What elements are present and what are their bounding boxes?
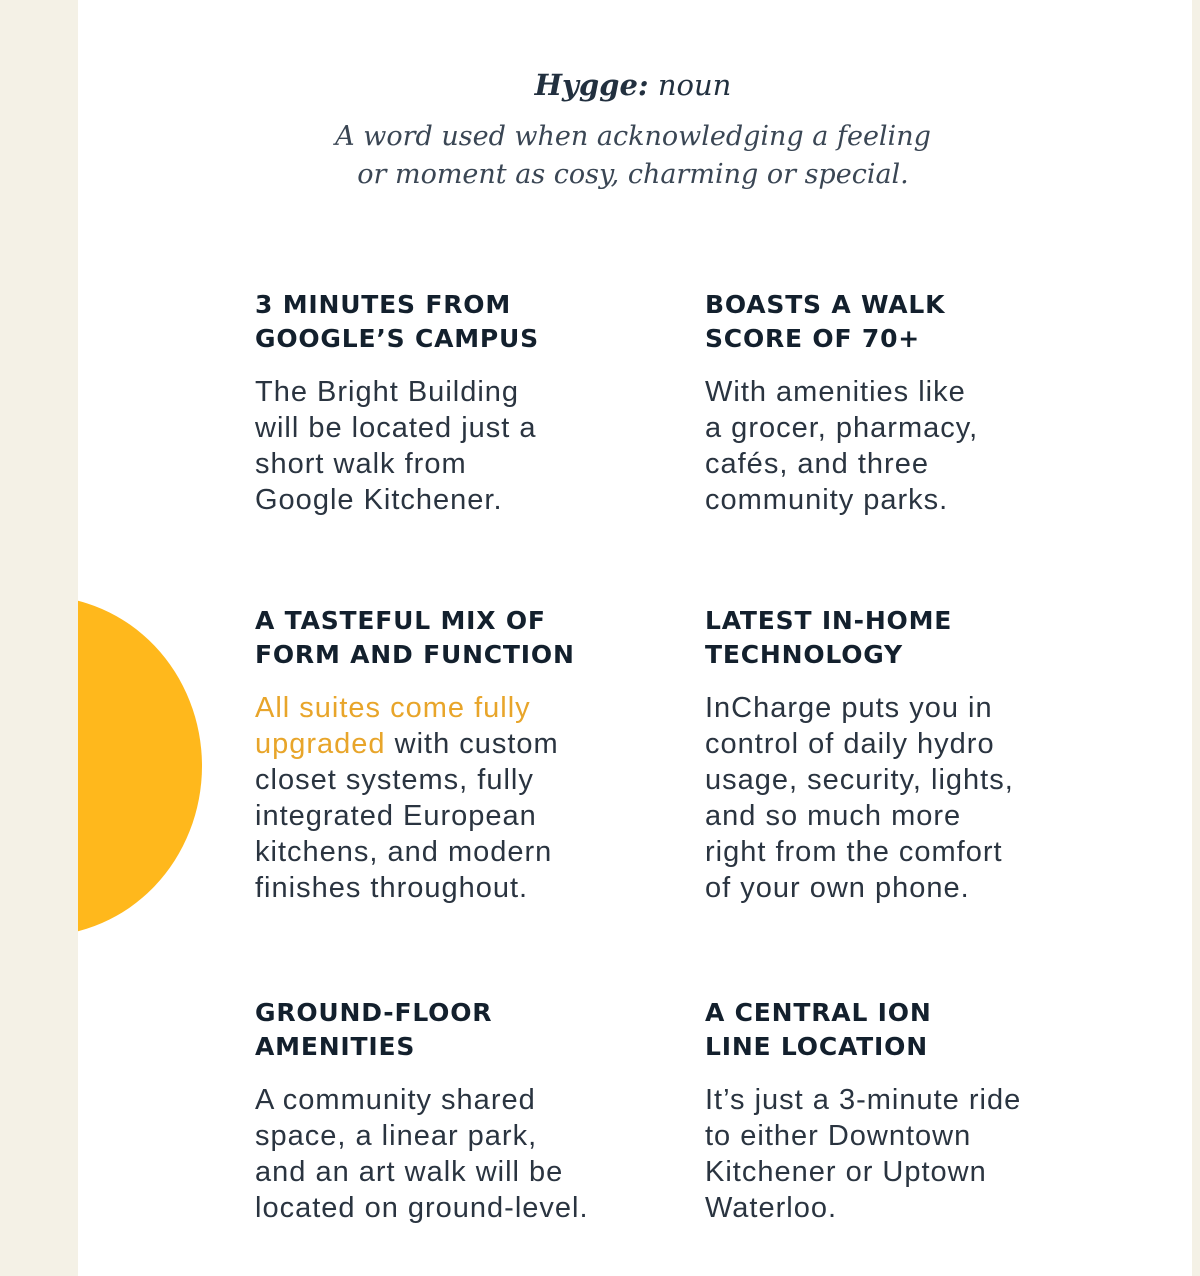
feature-description-line: usage, security, lights,	[705, 764, 1014, 796]
decorative-sun-circle	[78, 596, 202, 936]
definition-meaning	[283, 118, 983, 194]
right-edge-strip	[1192, 0, 1200, 1276]
definition-part-of-speech: noun	[657, 68, 732, 102]
feature-description-line: closet systems, fully	[255, 764, 534, 796]
feature-description	[255, 690, 655, 906]
feature-highlight-text: All suites come fully	[255, 692, 531, 724]
definition-term: Hygge:	[534, 68, 649, 102]
feature-title-line: SCORE OF 70+	[705, 324, 921, 353]
feature-description-line: with custom	[385, 728, 559, 760]
feature-description	[705, 1082, 1075, 1226]
feature-google-campus	[255, 288, 655, 518]
feature-title-line: FORM AND FUNCTION	[255, 640, 575, 669]
feature-title	[705, 996, 1075, 1064]
feature-title-line: BOASTS A WALK	[705, 290, 946, 319]
feature-description-line: will be located just a	[255, 412, 537, 444]
feature-ion-line-location	[705, 996, 1075, 1226]
feature-description	[705, 690, 1075, 906]
feature-description-line: located on ground-level.	[255, 1192, 589, 1224]
feature-description-line: With amenities like	[705, 376, 966, 408]
feature-description-line: Google Kitchener.	[255, 484, 503, 516]
definition-meaning-line-1: A word used when acknowledging a feeling	[335, 121, 931, 152]
feature-title-line: LATEST IN-HOME	[705, 606, 953, 635]
feature-description-line: InCharge puts you in	[705, 692, 993, 724]
feature-description-line: right from the comfort	[705, 836, 1003, 868]
feature-description-line: A community shared	[255, 1084, 536, 1116]
feature-description-line: It’s just a 3-minute ride	[705, 1084, 1022, 1116]
feature-title	[705, 288, 1075, 356]
feature-description-line: short walk from	[255, 448, 467, 480]
feature-description-line: and so much more	[705, 800, 962, 832]
feature-title-line: TECHNOLOGY	[705, 640, 903, 669]
feature-title-line: A TASTEFUL MIX OF	[255, 606, 546, 635]
feature-in-home-technology	[705, 604, 1075, 906]
hygge-definition	[78, 66, 1188, 194]
feature-description-line: a grocer, pharmacy,	[705, 412, 979, 444]
definition-term-line	[78, 66, 1188, 104]
feature-description-line: community parks.	[705, 484, 949, 516]
feature-title-line: 3 MINUTES FROM	[255, 290, 511, 319]
feature-title-line: GOOGLE’S CAMPUS	[255, 324, 539, 353]
feature-description-line: to either Downtown	[705, 1120, 972, 1152]
feature-title	[255, 604, 655, 672]
feature-title-line: A CENTRAL ION	[705, 998, 932, 1027]
feature-description	[705, 374, 1075, 518]
feature-description-line: Kitchener or Uptown	[705, 1156, 987, 1188]
feature-title	[255, 996, 655, 1064]
feature-description-line: and an art walk will be	[255, 1156, 564, 1188]
feature-description-line: finishes throughout.	[255, 872, 529, 904]
feature-description-line: integrated European	[255, 800, 537, 832]
feature-title-line: GROUND-FLOOR	[255, 998, 493, 1027]
feature-title-line: AMENITIES	[255, 1032, 416, 1061]
feature-description	[255, 1082, 655, 1226]
feature-description-line: cafés, and three	[705, 448, 929, 480]
feature-title	[255, 288, 655, 356]
feature-description-line: control of daily hydro	[705, 728, 995, 760]
feature-description-line: of your own phone.	[705, 872, 970, 904]
feature-description-line: space, a linear park,	[255, 1120, 538, 1152]
feature-description	[255, 374, 655, 518]
feature-description-line: Waterloo.	[705, 1192, 838, 1224]
feature-highlight-text: upgraded	[255, 728, 386, 760]
feature-walk-score	[705, 288, 1075, 518]
feature-title-line: LINE LOCATION	[705, 1032, 928, 1061]
feature-form-and-function	[255, 604, 655, 906]
definition-meaning-line-2: or moment as cosy, charming or special.	[357, 159, 909, 190]
feature-description-line: The Bright Building	[255, 376, 520, 408]
feature-description-line: kitchens, and modern	[255, 836, 553, 868]
feature-ground-floor-amenities	[255, 996, 655, 1226]
feature-title	[705, 604, 1075, 672]
